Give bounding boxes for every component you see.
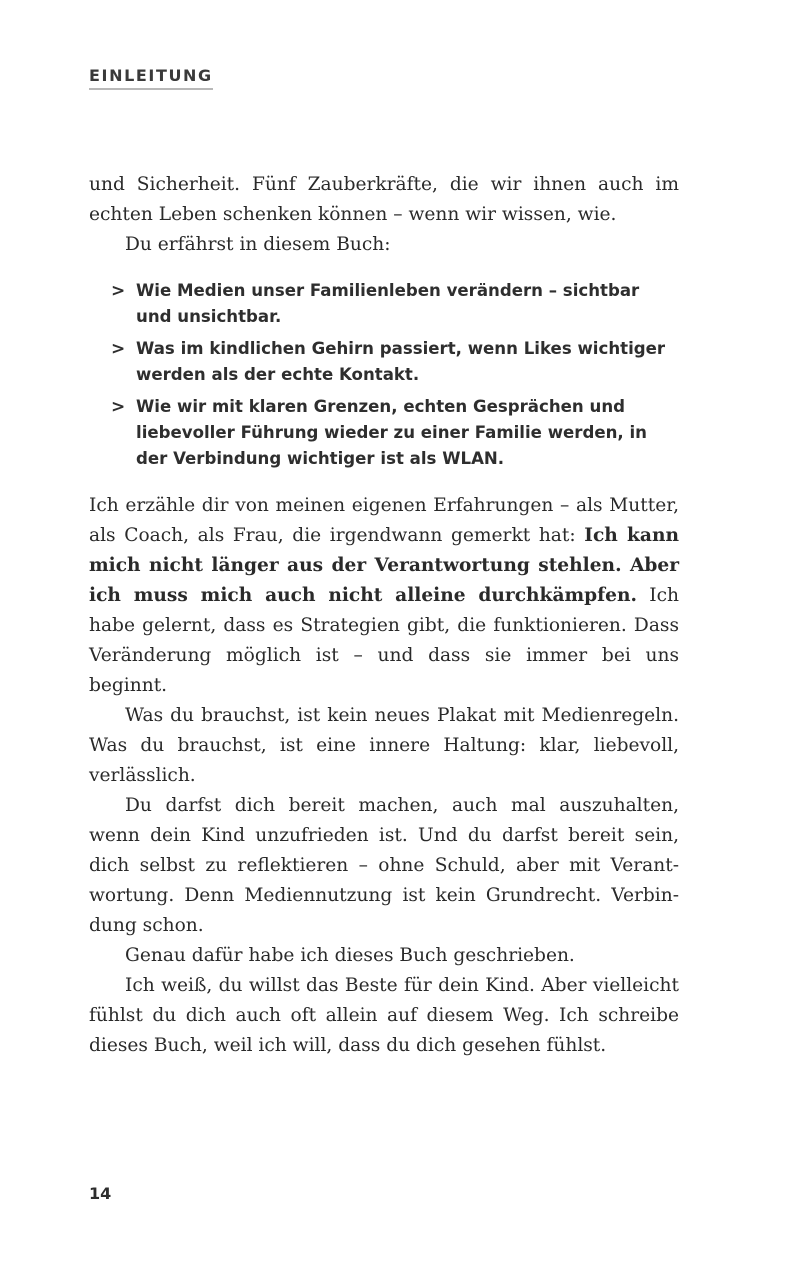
paragraph-purpose: Genau dafür habe ich dieses Buch geschrieben. <box>125 945 575 966</box>
list-item <box>111 394 679 472</box>
chevron-right-icon: > <box>111 397 126 417</box>
intro-paragraph: und Sicherheit. Fünf Zauberkräfte, die wir ihnen auch im echten Leben schenken können – wenn wir wissen, wie. <box>89 174 679 225</box>
paragraph-experience <box>89 491 679 701</box>
paragraph-experience-start: Ich erzähle dir von meinen eigenen Erfahrungen – als Mutter, als Coach, als Frau, die irgendwann gemerkt hat: <box>89 495 679 546</box>
paragraph-experience-bold: Ich kann mich nicht länger aus der Verantwortung stehlen. Aber ich muss mich auch nicht alleine durchkämpfen. <box>89 525 679 606</box>
paragraph-closing: Ich weiß, du willst das Beste für dein Kind. Aber vielleicht fühlst du dich auch oft allein auf diesem Weg. Ich schreibe dieses Buch, weil ich will, dass du dich gesehen fühlst. <box>89 975 679 1056</box>
list-item-text: Wie Medien unser Familienleben verändern – sichtbar und unsichtbar. <box>136 281 640 326</box>
running-head: EINLEITUNG <box>89 66 213 90</box>
list-intro: Du erfährst in diesem Buch: <box>125 234 391 255</box>
bullet-list <box>89 278 679 472</box>
list-item <box>111 278 679 330</box>
list-item <box>111 336 679 388</box>
list-item-text: Was im kindlichen Gehirn passiert, wenn Likes wichtiger werden als der echte Kontakt. <box>136 339 666 384</box>
page-number: 14 <box>89 1184 112 1203</box>
chevron-right-icon: > <box>111 281 126 301</box>
paragraph-experience-end: Ich habe gelernt, dass es Strategien gibt, die funktionieren. Dass Veränderung möglich ist – und dass sie immer bei uns beginnt. <box>89 585 679 696</box>
paragraph-attitude: Was du brauchst, ist kein neues Plakat mit Medienregeln. Was du brauchst, ist eine innere Haltung: klar, liebevoll, verlässlich. <box>89 705 679 786</box>
paragraph-reflection: Du darfst dich bereit machen, auch mal auszuhalten, wenn dein Kind unzufrieden ist. Und du darfst bereit sein, dich selbst zu reflektieren – ohne Schuld, aber mit Verantwortung. Denn Mediennutzung ist kein Grundrecht. Verbindung schon. <box>89 795 679 936</box>
chevron-right-icon: > <box>111 339 126 359</box>
body-text <box>89 170 679 1061</box>
list-item-text: Wie wir mit klaren Grenzen, echten Gesprächen und liebevoller Führung wieder zu einer Familie werden, in der Verbindung wichtiger ist als WLAN. <box>136 397 647 468</box>
